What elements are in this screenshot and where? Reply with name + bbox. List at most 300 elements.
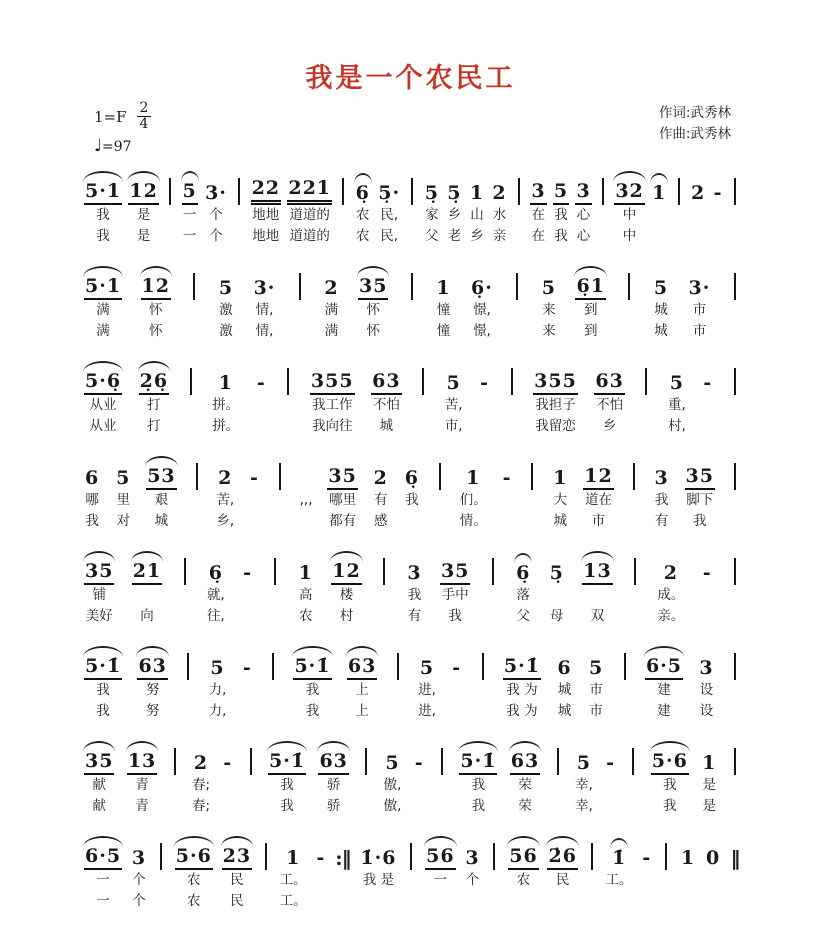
note-group: 35 xyxy=(84,749,114,775)
lyric-verse2: 进, xyxy=(418,703,436,719)
lyric-verse2: 我 xyxy=(305,703,320,719)
barline-icon xyxy=(734,273,736,300)
note-column xyxy=(280,834,307,912)
note-row xyxy=(734,169,736,205)
note-row xyxy=(419,644,435,680)
bar-column xyxy=(730,549,740,627)
barline-icon xyxy=(238,178,240,205)
lyric-verse1: 民, xyxy=(380,207,399,223)
note-group: 6̣ xyxy=(404,467,419,489)
barline-icon xyxy=(287,368,289,395)
note-column xyxy=(491,169,507,247)
note-row xyxy=(665,834,667,870)
note-column xyxy=(651,169,667,247)
lyric-verse2: 民, xyxy=(380,228,399,244)
lyric-verse1: 努 xyxy=(145,682,160,698)
bar-column xyxy=(489,834,499,912)
note-column xyxy=(552,454,568,532)
lyric-verse1: 上 xyxy=(355,682,369,698)
lyric-verse1: 苦, xyxy=(216,492,235,508)
note-row xyxy=(251,169,281,205)
note-row xyxy=(414,739,425,775)
lyric-verse1: 道在 xyxy=(585,492,612,508)
note-column xyxy=(131,834,147,912)
lyric-verse2: 在 xyxy=(531,228,546,244)
note-column xyxy=(418,644,436,722)
lyric-verse1: 一 xyxy=(182,207,197,223)
note-row xyxy=(256,359,267,395)
note-row xyxy=(84,644,122,680)
barline-icon xyxy=(633,463,635,490)
note-column xyxy=(287,169,332,247)
note-row xyxy=(411,169,413,205)
note-column xyxy=(451,644,462,722)
note-column xyxy=(222,739,233,817)
note-column xyxy=(460,454,487,532)
note-row xyxy=(137,644,167,680)
bar-column xyxy=(553,739,563,817)
note-group: 6·5 xyxy=(645,654,683,680)
note-group: 6̣· xyxy=(471,277,493,299)
barline-icon xyxy=(602,178,604,205)
note-row xyxy=(84,739,114,775)
note-group: - xyxy=(452,657,462,679)
note-row xyxy=(663,549,679,585)
note-row xyxy=(492,549,494,585)
note-row xyxy=(131,834,147,870)
note-column xyxy=(690,169,706,247)
barline-icon xyxy=(410,843,412,870)
note-group: 1 xyxy=(702,752,717,774)
note-group: 5·1̇ xyxy=(459,749,497,775)
barline-icon xyxy=(665,843,667,870)
note-group: 5·6̣ xyxy=(84,369,122,395)
barline-icon xyxy=(441,748,443,775)
lyricist-credit: 作词:武秀林 xyxy=(658,105,731,121)
lyric-verse1: 农 xyxy=(516,872,531,888)
note-row xyxy=(503,644,541,680)
lyric-verse1: 工。 xyxy=(605,872,633,888)
note-row xyxy=(576,739,592,775)
note-column xyxy=(84,834,122,912)
note-group: 63 xyxy=(371,369,401,395)
lyric-verse1: 憧 xyxy=(436,302,451,318)
note-group: 5 xyxy=(576,752,591,774)
note-column xyxy=(268,739,306,817)
note-row xyxy=(169,169,171,205)
note-group: 3 xyxy=(131,847,147,869)
barline-icon xyxy=(274,558,276,585)
note-column xyxy=(323,264,339,342)
note-column xyxy=(84,169,122,247)
note-group: 2 xyxy=(193,752,209,774)
lyric-verse2: 市, xyxy=(444,418,463,434)
note-column xyxy=(373,454,389,532)
note-column xyxy=(653,454,669,532)
note-row xyxy=(702,549,713,585)
lyric-verse2: 美好 xyxy=(85,608,113,624)
note-group: 21 xyxy=(132,559,162,585)
note-column xyxy=(459,739,497,817)
note-row xyxy=(531,454,533,490)
note-group: 355 xyxy=(310,369,355,395)
bar-column xyxy=(361,739,371,817)
note-row xyxy=(397,644,399,680)
note-row xyxy=(222,739,233,775)
lyric-verse1: 力, xyxy=(208,682,227,698)
barline-icon xyxy=(492,558,494,585)
note-column xyxy=(212,359,239,437)
lyric-verse1: 傲, xyxy=(383,777,402,793)
note-column xyxy=(318,739,348,817)
lyric-verse1: 憬, xyxy=(473,302,491,318)
note-group: 5̣ xyxy=(549,562,564,584)
bar-column xyxy=(170,739,180,817)
note-group: 5̣· xyxy=(378,182,401,204)
barline-icon xyxy=(169,178,171,205)
lyric-verse2: 我 xyxy=(96,228,110,244)
note-row xyxy=(651,169,667,205)
lyric-verse1: 落 xyxy=(516,587,530,603)
lyric-verse2: 往, xyxy=(206,608,225,624)
note-row xyxy=(310,359,355,395)
note-group: 3· xyxy=(253,277,276,299)
note-row xyxy=(530,169,546,205)
note-column xyxy=(533,359,578,437)
barline-icon xyxy=(628,273,630,300)
note-column xyxy=(641,834,652,912)
note-row xyxy=(298,549,314,585)
note-row xyxy=(146,454,176,490)
barline-icon xyxy=(591,843,593,870)
note-column xyxy=(435,264,451,342)
bar-column xyxy=(275,454,285,532)
repeat-sign-icon: :‖ xyxy=(335,846,351,870)
lyric-verse1: 我 是 xyxy=(362,872,395,888)
lyric-verse2: 傲, xyxy=(383,798,402,814)
lyric-verse1: 城 xyxy=(557,682,572,698)
barline-icon xyxy=(411,273,413,300)
note-row xyxy=(470,264,494,300)
lyric-verse1: 满 xyxy=(96,302,110,318)
note-column xyxy=(298,549,314,627)
note-column xyxy=(216,454,234,532)
lyric-verse1: ,,, xyxy=(299,492,313,508)
note-row xyxy=(669,359,685,395)
lyric-verse2: 对 xyxy=(116,513,130,529)
note-column xyxy=(310,359,355,437)
final-barline-icon: ‖ xyxy=(730,846,740,870)
bar-column xyxy=(661,834,671,912)
lyric-verse1: 一 xyxy=(433,872,448,888)
note-column xyxy=(503,644,541,722)
note-group: - xyxy=(250,467,259,489)
note-row xyxy=(193,739,209,775)
barline-icon xyxy=(193,273,195,300)
note-row xyxy=(734,264,736,300)
note-row xyxy=(422,359,424,395)
bar-column xyxy=(270,549,280,627)
lyric-verse2: 城 xyxy=(379,418,394,434)
note-group: 35 xyxy=(440,559,470,585)
note-group: 2 xyxy=(218,467,233,489)
lyric-verse1: 就, xyxy=(206,587,225,603)
lyric-verse1: 农 xyxy=(187,872,201,888)
note-group: 5 xyxy=(588,657,604,679)
note-row xyxy=(464,834,480,870)
lyric-verse2: 情, xyxy=(255,323,274,339)
lyric-verse2: 来 xyxy=(542,323,556,339)
note-column xyxy=(293,644,331,722)
note-row xyxy=(633,454,635,490)
barline-icon xyxy=(265,843,267,870)
lyric-verse2: 力, xyxy=(208,703,227,719)
note-group: 3· xyxy=(688,277,711,299)
note-row xyxy=(342,169,344,205)
note-group: 1 xyxy=(469,182,485,204)
lyric-verse1: 地地 xyxy=(252,207,280,223)
lyric-verse2: 拼。 xyxy=(212,418,240,434)
barline-icon xyxy=(279,463,281,490)
note-column xyxy=(371,359,401,437)
note-row xyxy=(533,359,578,395)
lyric-verse2: 城 xyxy=(654,323,668,339)
note-row xyxy=(218,264,234,300)
note-column xyxy=(316,834,327,912)
barline-icon xyxy=(518,178,520,205)
lyric-verse1: 我 xyxy=(280,777,294,793)
lyric-verse1: 是 xyxy=(702,777,717,793)
note-column xyxy=(440,549,470,627)
note-row xyxy=(469,169,485,205)
lyric-verse1: 我 为 xyxy=(506,682,538,698)
bar-column xyxy=(165,169,175,247)
lyric-verse2: 工。 xyxy=(279,893,307,909)
note-row xyxy=(411,264,413,300)
note-column xyxy=(553,169,569,247)
note-row xyxy=(274,549,276,585)
note-column xyxy=(502,454,513,532)
note-row xyxy=(242,549,253,585)
note-column xyxy=(256,359,267,437)
note-column xyxy=(515,549,531,627)
bar-column xyxy=(730,359,740,437)
note-row xyxy=(493,834,495,870)
lyric-verse2: 乡, xyxy=(216,513,235,529)
lyric-verse2: 亲 xyxy=(492,228,507,244)
lyric-verse2: 都有 xyxy=(329,513,357,529)
lyric-verse2: 荣 xyxy=(518,798,532,814)
lyric-verse2: 感 xyxy=(374,513,388,529)
lyric-verse2: 怀 xyxy=(366,323,380,339)
note-row xyxy=(242,644,253,680)
note-column xyxy=(653,264,669,342)
note-column xyxy=(414,739,425,817)
lyric-verse2: 是 xyxy=(136,228,151,244)
note-column xyxy=(204,169,228,247)
lyric-verse2: 亲。 xyxy=(657,608,685,624)
lyric-verse2: 乡 xyxy=(470,228,484,244)
lyric-verse2: 父 xyxy=(516,608,530,624)
note-column xyxy=(404,454,420,532)
note-row xyxy=(734,644,736,680)
lyric-verse2: 农 xyxy=(356,228,370,244)
note-group: 5·6 xyxy=(651,749,689,775)
note-group: 56 xyxy=(508,844,538,870)
bar-column xyxy=(598,169,608,247)
note-row xyxy=(441,739,443,775)
lyric-verse1: 艰 xyxy=(154,492,169,508)
barline-icon xyxy=(365,748,367,775)
note-row xyxy=(575,264,605,300)
lyric-verse1: 重, xyxy=(668,397,686,413)
note-group: - xyxy=(703,372,713,394)
note-group: - xyxy=(606,752,616,774)
note-row xyxy=(175,834,213,870)
note-group: 2 xyxy=(324,277,339,299)
lyric-verse2: 我 xyxy=(693,513,707,529)
note-row xyxy=(439,454,441,490)
barline-icon xyxy=(531,463,533,490)
note-group: 1̇·6 xyxy=(360,847,397,869)
note-row xyxy=(299,264,301,300)
lyric-verse1: 铺 xyxy=(92,587,106,603)
note-row xyxy=(406,549,422,585)
note-row xyxy=(605,739,616,775)
note-row xyxy=(115,454,131,490)
lyric-verse2: 城 xyxy=(154,513,169,529)
note-row xyxy=(479,359,490,395)
note-row xyxy=(614,169,644,205)
barline-icon xyxy=(734,748,736,775)
note-group: 5·1 xyxy=(84,274,122,300)
note-row xyxy=(641,834,652,870)
lyric-verse2: 母 xyxy=(550,608,564,624)
bar-column xyxy=(641,359,651,437)
note-column xyxy=(582,549,612,627)
lyric-verse2: 我 xyxy=(448,608,462,624)
lyric-verse1: 骄 xyxy=(326,777,341,793)
note-row xyxy=(327,454,357,490)
note-row xyxy=(734,359,736,395)
bar-column xyxy=(295,264,305,342)
score-header xyxy=(0,95,821,156)
note-column xyxy=(730,834,740,912)
barline-icon xyxy=(250,748,252,775)
score-line-4 xyxy=(84,454,740,549)
note-row xyxy=(701,739,717,775)
note-row xyxy=(651,739,689,775)
barline-icon xyxy=(272,653,274,680)
lyric-verse2: 是 xyxy=(702,798,717,814)
note-group: 3· xyxy=(205,182,227,204)
lyric-verse1: 们。 xyxy=(459,492,487,508)
barline-icon xyxy=(160,843,162,870)
note-row xyxy=(287,359,289,395)
bar-column xyxy=(261,834,271,912)
note-row xyxy=(377,169,401,205)
score-line-5 xyxy=(84,549,740,644)
note-column xyxy=(424,169,440,247)
lyric-verse1: 苦, xyxy=(444,397,463,413)
note-group: 5 xyxy=(669,372,685,394)
note-row xyxy=(702,359,713,395)
note-column xyxy=(242,549,253,627)
note-row xyxy=(84,264,122,300)
note-row xyxy=(511,359,513,395)
note-column xyxy=(645,644,683,722)
lyric-verse2: 满 xyxy=(96,323,110,339)
note-row xyxy=(84,169,122,205)
note-column xyxy=(182,169,198,247)
note-column xyxy=(84,359,122,437)
note-row xyxy=(84,359,122,395)
lyric-verse2: 向 xyxy=(140,608,154,624)
note-row xyxy=(446,169,462,205)
note-row xyxy=(634,549,636,585)
note-column xyxy=(446,169,462,247)
lyric-verse1: 楼 xyxy=(339,587,354,603)
score-body xyxy=(0,169,821,929)
bar-column xyxy=(624,264,634,342)
note-row xyxy=(734,454,736,490)
lyric-verse2: 满 xyxy=(324,323,339,339)
note-group: 3 xyxy=(465,847,480,869)
note-row xyxy=(713,169,724,205)
barline-icon xyxy=(632,748,634,775)
note-row xyxy=(285,834,301,870)
note-column xyxy=(146,454,176,532)
lyric-verse1: 一 xyxy=(96,872,110,888)
note-row xyxy=(355,169,371,205)
note-group: 6·5 xyxy=(84,844,122,870)
note-row xyxy=(279,454,281,490)
barline-icon xyxy=(383,558,385,585)
bar-column xyxy=(488,549,498,627)
note-column xyxy=(141,264,171,342)
note-group: 6 xyxy=(85,467,100,489)
note-row xyxy=(502,454,513,490)
lyric-verse1: 里 xyxy=(116,492,130,508)
lyric-verse1: 来 xyxy=(542,302,556,318)
note-column xyxy=(685,454,715,532)
quarter-note-icon: ♩ xyxy=(94,136,103,156)
note-column xyxy=(583,454,613,532)
note-group: 2 xyxy=(492,182,507,204)
note-row xyxy=(238,169,240,205)
note-column xyxy=(209,644,227,722)
note-column xyxy=(549,549,565,627)
key-label: 1=F xyxy=(94,107,127,126)
note-group: 13 xyxy=(582,559,612,585)
lyric-verse1: 哪里 xyxy=(329,492,357,508)
bar-column xyxy=(587,834,597,912)
bar-column xyxy=(512,264,522,342)
note-row xyxy=(323,264,339,300)
bar-column xyxy=(283,359,293,437)
lyric-verse1: 不怕 xyxy=(596,397,624,413)
note-column xyxy=(251,169,281,247)
barline-icon xyxy=(734,368,736,395)
note-row xyxy=(268,739,306,775)
bar-column xyxy=(730,264,740,342)
note-column xyxy=(132,549,162,627)
note-row xyxy=(358,264,388,300)
lyric-verse2: 我 xyxy=(96,703,110,719)
barline-icon xyxy=(397,653,399,680)
note-column xyxy=(668,359,686,437)
note-row xyxy=(632,739,634,775)
